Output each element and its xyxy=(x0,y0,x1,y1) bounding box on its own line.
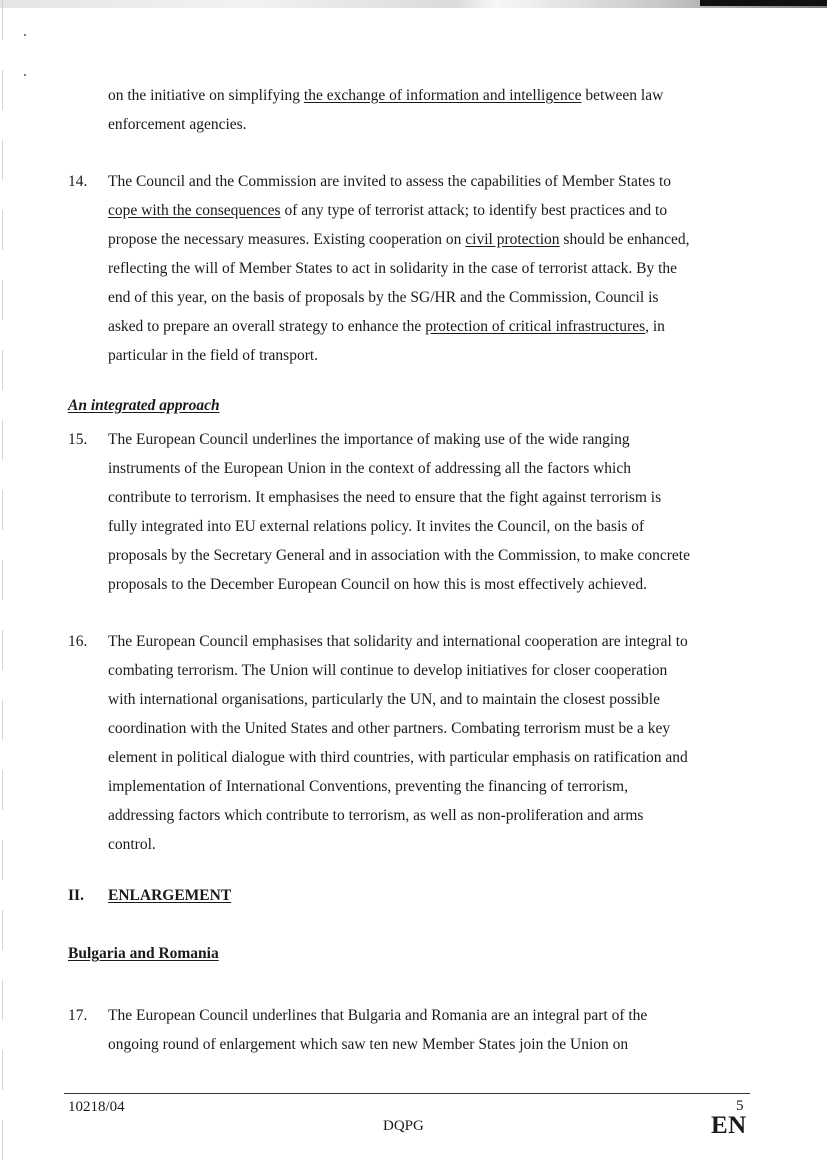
intro-line-2: enforcement agencies. xyxy=(108,116,247,133)
p15-line: fully integrated into EU external relations policy. It invites the Council, on the basis of xyxy=(108,518,645,535)
p16-line: with international organisations, particularly the UN, and to maintain the closest possible xyxy=(108,691,660,708)
intro-line-1: on the initiative on simplifying the exchange of information and intelligence between law xyxy=(108,87,664,104)
paragraph-number: 17. xyxy=(68,1007,88,1024)
document-reference: 10218/04 xyxy=(68,1099,125,1115)
p16-line: coordination with the United States and other partners. Combating terrorism must be a key xyxy=(108,720,671,737)
section-heading-integrated-approach: An integrated approach xyxy=(68,397,220,414)
department-code: DQPG xyxy=(383,1118,424,1134)
paragraph-number: 14. xyxy=(68,173,88,190)
footer-rule xyxy=(64,1093,750,1094)
subsection-heading-bulgaria-romania: Bulgaria and Romania xyxy=(68,945,219,962)
p15-line: proposals by the Secretary General and in association with the Commission, to make concrete xyxy=(108,547,690,564)
p14-line: particular in the field of transport. xyxy=(108,347,319,364)
p15-line: contribute to terrorism. It emphasises the need to ensure that the fight against terrorism is xyxy=(108,489,662,506)
scan-edge-dark xyxy=(700,0,827,6)
p14-line: end of this year, on the basis of proposals by the SG/HR and the Commission, Council is xyxy=(108,289,659,306)
paragraph-number: 16. xyxy=(68,633,88,650)
scan-speck xyxy=(24,74,26,76)
p16-line: combating terrorism. The Union will continue to develop initiatives for closer cooperation xyxy=(108,662,668,679)
scan-edge-left xyxy=(2,0,3,1163)
p16-line: implementation of International Conventions, preventing the financing of terrorism, xyxy=(108,778,628,795)
scan-speck xyxy=(24,34,26,36)
p15-line: instruments of the European Union in the context of addressing all the factors which xyxy=(108,460,631,477)
p14-line: propose the necessary measures. Existing cooperation on civil protection should be enhanced, xyxy=(108,231,690,248)
p16-line: addressing factors which contribute to terrorism, as well as non-proliferation and arms xyxy=(108,807,644,824)
p14-line: The Council and the Commission are invited to assess the capabilities of Member States to xyxy=(108,173,672,190)
p17-line: The European Council underlines that Bulgaria and Romania are an integral part of the xyxy=(108,1007,648,1024)
p15-line: The European Council underlines the importance of making use of the wide ranging xyxy=(108,431,630,448)
section-number: II. xyxy=(68,887,84,904)
paragraph-number: 15. xyxy=(68,431,88,448)
language-code: EN xyxy=(711,1112,747,1139)
p16-line: control. xyxy=(108,836,156,853)
page-number: 5 xyxy=(736,1098,744,1114)
p14-line: asked to prepare an overall strategy to enhance the protection of critical infrastructures, in xyxy=(108,318,665,335)
p14-line: reflecting the will of Member States to act in solidarity in the case of terrorist attack. By the xyxy=(108,260,678,277)
p16-line: The European Council emphasises that solidarity and international cooperation are integral to xyxy=(108,633,688,650)
p15-line: proposals to the December European Council on how this is most effectively achieved. xyxy=(108,576,648,593)
p14-line: cope with the consequences of any type of terrorist attack; to identify best practices and to xyxy=(108,202,668,219)
p16-line: element in political dialogue with third countries, with particular emphasis on ratification and xyxy=(108,749,688,766)
section-title-enlargement: ENLARGEMENT xyxy=(108,887,232,904)
p17-line: ongoing round of enlargement which saw ten new Member States join the Union on xyxy=(108,1036,629,1053)
